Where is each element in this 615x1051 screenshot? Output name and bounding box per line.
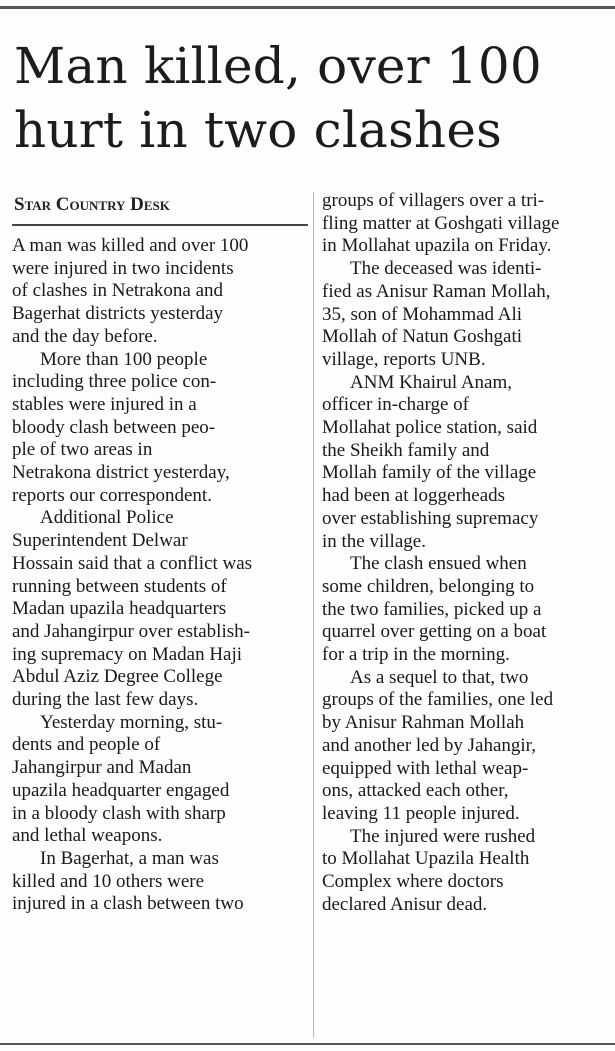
text-line: fied as Anisur Raman Mollah, [322,280,551,302]
text-line: groups of the families, one led [322,689,554,711]
text-line: Jahangirpur and Madan [12,757,192,779]
article-paragraph [322,372,606,554]
text-line: including three police con- [12,371,217,393]
text-line: ANM Khairul Anam, [350,371,513,393]
text-line: during the last few days. [12,689,199,711]
text-line: The clash ensued when [350,553,527,575]
text-line: running between students of [12,575,227,597]
article-paragraph [322,826,606,917]
article-paragraph [12,507,308,711]
text-line: Superintendent Delwar [12,530,188,552]
text-line: the two families, picked up a [322,598,542,620]
column-divider [313,192,314,1038]
text-line: were injured in two incidents [12,257,234,279]
text-line: officer in-charge of [322,394,469,416]
text-line: stables were injured in a [12,393,197,415]
text-line: and Jahangirpur over establish- [12,620,250,642]
text-line: ons, attacked each other, [322,780,509,802]
text-line: quarrel over getting on a boat [322,621,547,643]
text-line: groups of villagers over a tri- [322,190,545,211]
text-line: over establishing supremacy [322,507,539,529]
text-line: fling matter at Goshgati village [322,212,560,234]
right-column [322,190,606,917]
text-line: dents and people of [12,734,161,756]
text-line: in a bloody clash with sharp [12,802,226,824]
text-line: some children, belonging to [322,575,535,597]
text-line: equipped with lethal weap- [322,757,529,779]
byline: Star Country Desk [14,194,170,215]
text-line: bloody clash between peo- [12,416,216,438]
text-line: The deceased was identi- [350,258,542,280]
text-line: leaving 11 people injured. [322,802,520,824]
text-line: injured in a clash between two [12,893,244,915]
text-line: by Anisur Rahman Mollah [322,712,525,734]
text-line: had been at loggerheads [322,485,506,507]
article-paragraph [322,667,606,826]
text-line: As a sequel to that, two [350,666,529,688]
text-line: Additional Police [40,507,174,529]
text-line: reports our correspondent. [12,484,212,506]
text-line: for a trip in the morning. [322,644,510,666]
headline [14,34,609,162]
article-paragraph [322,258,606,372]
text-line: Abdul Aziz Degree College [12,666,223,688]
text-line: and the day before. [12,325,158,347]
text-line: the Sheikh family and [322,439,490,461]
text-line: to Mollahat Upazila Health [322,848,530,870]
text-line: Mollah of Natun Goshgati [322,326,523,348]
article-paragraph [12,349,308,508]
text-line: Mollah family of the village [322,462,537,484]
text-line: and lethal weapons. [12,825,163,847]
text-line: Mollahat police station, said [322,417,538,439]
text-line: in Mollahat upazila on Friday. [322,235,552,257]
article-paragraph [322,553,606,667]
text-line: Complex where doctors [322,871,504,893]
text-line: ing supremacy on Madan Haji [12,643,243,665]
article-paragraph [12,235,308,349]
article-paragraph [12,712,308,848]
top-rule [0,6,615,9]
text-line: village, reports UNB. [322,348,486,370]
article-paragraph [12,848,308,916]
headline-line-1: Man killed, over 100 [14,37,542,95]
text-line: declared Anisur dead. [322,893,488,915]
text-line: 35, son of Mohammad Ali [322,303,523,325]
text-line: In Bagerhat, a man was [40,847,219,869]
text-line: ple of two areas in [12,439,153,461]
text-line: Netrakona district yesterday, [12,462,230,484]
text-line: The injured were rushed [350,825,536,847]
left-column [12,235,308,916]
text-line: killed and 10 others were [12,870,205,892]
text-line: of clashes in Netrakona and [12,280,224,302]
text-line: in the village. [322,530,426,552]
bottom-rule [0,1043,615,1045]
text-line: upazila headquarter engaged [12,779,230,801]
text-line: A man was killed and over 100 [12,235,249,256]
text-line: Madan upazila headquarters [12,598,227,620]
text-line: Yesterday morning, stu- [40,711,223,733]
text-line: and another led by Jahangir, [322,734,536,756]
text-line: Hossain said that a conflict was [12,552,253,574]
article-paragraph [322,190,606,258]
headline-line-2: hurt in two clashes [14,101,502,159]
text-line: More than 100 people [40,348,208,370]
byline-rule [12,224,308,226]
text-line: Bagerhat districts yesterday [12,303,224,325]
